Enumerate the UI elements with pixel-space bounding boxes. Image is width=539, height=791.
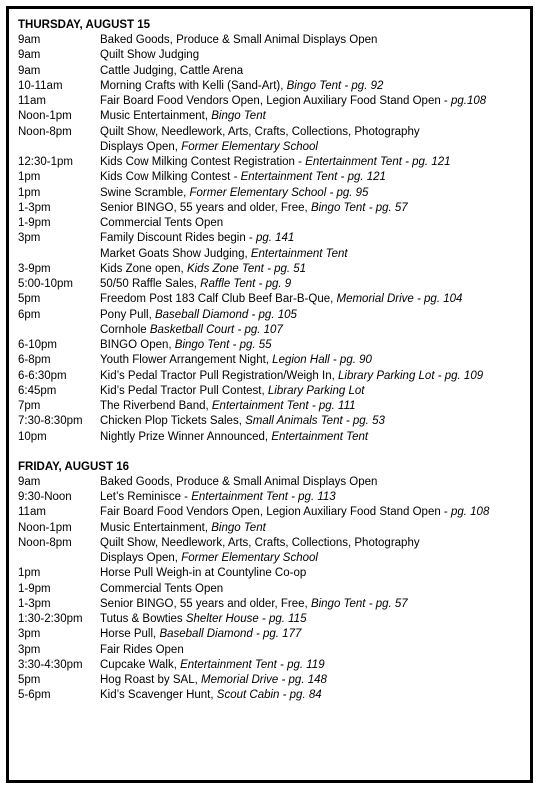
event-location: Library Parking Lot xyxy=(267,384,365,397)
event-text: Kid’s Scavenger Hunt, xyxy=(100,689,217,702)
event-description xyxy=(100,231,518,246)
event-time: 6pm xyxy=(18,308,41,321)
event-text: Market Goats Show Judging, xyxy=(100,247,251,260)
schedule-row xyxy=(18,521,518,536)
event-text: Kids Cow Milking Contest - xyxy=(100,171,241,184)
event-location: Shelter House - pg. 115 xyxy=(185,613,307,625)
schedule-row xyxy=(18,308,518,323)
event-text: Horse Pull Weigh-in at Countyline Co-op xyxy=(100,567,307,580)
event-text: Kid’s Pedal Tractor Pull Contest, xyxy=(100,384,268,397)
event-time: 10-11am xyxy=(18,79,63,92)
day-heading: FRIDAY, AUGUST 16 xyxy=(18,460,129,473)
event-location: Entertainment Tent - pg. 121 xyxy=(240,171,386,184)
event-time: 5:00-10pm xyxy=(18,278,73,290)
event-description xyxy=(100,673,518,688)
event-text: Kid’s Pedal Tractor Pull Registration/Weigh In, xyxy=(100,369,338,382)
event-time: Noon-1pm xyxy=(18,521,72,534)
event-text: Cattle Judging, Cattle Arena xyxy=(100,64,244,77)
event-time: Noon-8pm xyxy=(18,125,72,138)
event-text: Cupcake Walk, xyxy=(100,658,181,671)
event-description xyxy=(100,262,518,277)
event-location: Entertainment Tent - pg. 121 xyxy=(305,156,451,168)
schedule-row xyxy=(18,109,518,124)
day-separator xyxy=(18,445,518,460)
event-text: Baked Goods, Produce & Small Animal Displays Open xyxy=(100,34,378,46)
event-location: Former Elementary School xyxy=(181,140,318,153)
event-text: Displays Open, xyxy=(100,552,182,564)
schedule-row xyxy=(18,399,518,414)
event-text: Chicken Plop Tickets Sales, xyxy=(100,415,246,428)
event-time xyxy=(18,323,100,338)
schedule-row xyxy=(18,186,518,201)
event-description xyxy=(100,597,518,612)
event-text: Displays Open, xyxy=(100,140,182,153)
event-time: Noon-8pm xyxy=(18,536,72,549)
event-description xyxy=(100,566,518,581)
event-location: Legion Hall - pg. 90 xyxy=(272,354,372,367)
event-location: Bingo Tent - pg. 92 xyxy=(286,79,384,92)
event-text: Quilt Show Judging xyxy=(100,49,200,62)
schedule-row xyxy=(18,414,518,429)
schedule-row xyxy=(18,292,518,307)
schedule-row xyxy=(18,64,518,79)
event-description xyxy=(100,216,518,231)
event-text: Fair Board Food Vendors Open, Legion Auxiliary Food Stand Open - xyxy=(100,506,451,519)
event-description xyxy=(100,308,518,323)
event-time: 6-6:30pm xyxy=(18,369,67,382)
event-text: BINGO Open, xyxy=(100,339,175,351)
schedule-row xyxy=(18,627,518,642)
event-description xyxy=(100,155,518,170)
event-time: 1pm xyxy=(18,171,41,184)
event-description xyxy=(100,277,518,292)
schedule-row xyxy=(18,216,518,231)
event-location: Bingo Tent - pg. 57 xyxy=(310,597,408,610)
schedule-row xyxy=(18,673,518,688)
event-description xyxy=(100,323,518,338)
event-description xyxy=(100,475,518,490)
event-text: Quilt Show, Needlework, Arts, Crafts, Collections, Photography xyxy=(100,125,420,138)
event-description xyxy=(100,64,518,79)
event-description xyxy=(100,505,518,520)
schedule-row xyxy=(18,643,518,658)
event-location: pg. 141 xyxy=(255,232,295,245)
schedule-row xyxy=(18,247,518,262)
event-text: Music Entertainment, xyxy=(100,110,212,123)
event-text: Pony Pull, xyxy=(100,308,155,321)
event-time: 9:30-Noon xyxy=(18,491,72,503)
event-time: Noon-1pm xyxy=(18,110,72,123)
event-text: Commercial Tents Open xyxy=(100,217,224,229)
event-text: Swine Scramble, xyxy=(100,186,190,199)
schedule-row xyxy=(18,536,518,551)
event-description xyxy=(100,658,518,673)
schedule-row xyxy=(18,551,518,566)
event-time: 11am xyxy=(18,95,46,107)
event-location: Baseball Diamond - pg. 177 xyxy=(159,628,302,641)
event-description xyxy=(100,94,518,109)
event-time: 3:30-4:30pm xyxy=(18,658,83,671)
event-text: Fair Rides Open xyxy=(100,643,184,656)
event-time: 1-3pm xyxy=(18,201,51,214)
event-description xyxy=(100,48,518,63)
event-description xyxy=(100,140,518,155)
event-location: Bingo Tent - pg. 55 xyxy=(174,339,272,351)
event-time: 5pm xyxy=(18,674,41,686)
event-time: 9am xyxy=(18,34,41,46)
schedule-content xyxy=(18,18,518,704)
schedule-row xyxy=(18,277,518,292)
event-location: Memorial Drive - pg. 148 xyxy=(201,674,327,686)
event-time: 5pm xyxy=(18,293,41,306)
event-time: 9am xyxy=(18,64,41,77)
schedule-row xyxy=(18,658,518,673)
event-description xyxy=(100,186,518,201)
schedule-row xyxy=(18,262,518,277)
schedule-row xyxy=(18,369,518,384)
event-location: pg.108 xyxy=(450,95,487,107)
event-text: Family Discount Rides begin - xyxy=(100,232,256,245)
event-text: Senior BINGO, 55 years and older, Free, xyxy=(100,201,311,214)
event-description xyxy=(100,627,518,642)
event-location: Former Elementary School xyxy=(181,552,318,564)
event-text: 50/50 Raffle Sales, xyxy=(100,278,201,290)
event-time: 3pm xyxy=(18,643,41,656)
event-text: Fair Board Food Vendors Open, Legion Auxiliary Food Stand Open - xyxy=(100,95,451,107)
event-text: Freedom Post 183 Calf Club Beef Bar-B-Que, xyxy=(100,293,337,306)
event-text: The Riverbend Band, xyxy=(100,400,212,412)
event-time: 9am xyxy=(18,49,41,62)
event-location: Entertainment Tent - pg. 119 xyxy=(180,658,325,671)
event-description xyxy=(100,201,518,216)
event-description xyxy=(100,643,518,658)
event-time: 1-9pm xyxy=(18,582,51,595)
schedule-row xyxy=(18,125,518,140)
event-time: 1:30-2:30pm xyxy=(18,613,83,625)
schedule-row xyxy=(18,170,518,185)
event-description xyxy=(100,353,518,368)
event-time xyxy=(18,247,100,262)
event-text: Commercial Tents Open xyxy=(100,582,224,595)
event-description xyxy=(100,247,518,262)
schedule-row xyxy=(18,566,518,581)
event-description xyxy=(100,414,518,429)
event-description xyxy=(100,430,518,445)
schedule-row xyxy=(18,582,518,597)
event-text: Nightly Prize Winner Announced, xyxy=(100,430,272,443)
event-text: Cornhole xyxy=(100,323,150,336)
event-text: Baked Goods, Produce & Small Animal Displays Open xyxy=(100,475,378,488)
event-location: Memorial Drive - pg. 104 xyxy=(336,293,463,306)
event-location: Scout Cabin - pg. 84 xyxy=(216,689,322,702)
event-description xyxy=(100,536,518,551)
schedule-row xyxy=(18,353,518,368)
day-heading: THURSDAY, AUGUST 15 xyxy=(18,19,151,31)
event-time: 1-3pm xyxy=(18,597,51,610)
event-location: Bingo Tent xyxy=(211,110,266,123)
schedule-row xyxy=(18,688,518,703)
event-location: Baseball Diamond - pg. 105 xyxy=(154,308,297,321)
schedule-row xyxy=(18,338,518,353)
schedule-row xyxy=(18,597,518,612)
event-text: Hog Roast by SAL, xyxy=(100,674,201,686)
event-description xyxy=(100,688,518,703)
schedule-row xyxy=(18,384,518,399)
event-description xyxy=(100,399,518,414)
event-location: Entertainment Tent - pg. 113 xyxy=(191,491,336,503)
schedule-frame xyxy=(6,6,533,783)
event-location: pg. 108 xyxy=(450,506,490,519)
schedule-row xyxy=(18,155,518,170)
event-description xyxy=(100,170,518,185)
event-text: Horse Pull, xyxy=(100,628,160,641)
event-time: 10pm xyxy=(18,430,47,443)
event-time: 6-8pm xyxy=(18,354,51,367)
event-time: 11am xyxy=(18,506,46,519)
event-text: Senior BINGO, 55 years and older, Free, xyxy=(100,597,311,610)
event-time: 3pm xyxy=(18,628,41,641)
event-time: 1pm xyxy=(18,567,41,580)
schedule-row xyxy=(18,201,518,216)
schedule-row xyxy=(18,33,518,48)
event-text: Morning Crafts with Kelli (Sand-Art), xyxy=(100,79,287,92)
event-location: Entertainment Tent xyxy=(250,247,348,260)
schedule-row xyxy=(18,505,518,520)
event-description xyxy=(100,109,518,124)
event-time: 3pm xyxy=(18,232,41,245)
event-description xyxy=(100,292,518,307)
event-location: Bingo Tent xyxy=(211,521,266,534)
event-time xyxy=(18,551,100,566)
event-location: Raffle Tent - pg. 9 xyxy=(200,278,292,290)
schedule-row xyxy=(18,94,518,109)
event-time: 7:30-8:30pm xyxy=(18,415,83,428)
schedule-row xyxy=(18,430,518,445)
event-text: Quilt Show, Needlework, Arts, Crafts, Collections, Photography xyxy=(100,536,420,549)
event-location: Kids Zone Tent - pg. 51 xyxy=(186,262,307,275)
event-text: Music Entertainment, xyxy=(100,521,212,534)
event-time: 12:30-1pm xyxy=(18,156,73,168)
event-text: Kids Zone open, xyxy=(100,262,187,275)
event-time: 5-6pm xyxy=(18,689,51,702)
event-text: Youth Flower Arrangement Night, xyxy=(100,354,273,367)
event-location: Former Elementary School - pg. 95 xyxy=(189,186,369,199)
event-time: 9am xyxy=(18,475,41,488)
event-location: Small Animals Tent - pg. 53 xyxy=(245,415,385,428)
schedule-row xyxy=(18,48,518,63)
schedule-row xyxy=(18,475,518,490)
event-description xyxy=(100,384,518,399)
event-location: Entertainment Tent - pg. 111 xyxy=(211,400,356,412)
event-description xyxy=(100,551,518,566)
schedule-row xyxy=(18,490,518,505)
event-text: Kids Cow Milking Contest Registration - xyxy=(100,156,306,168)
event-time: 1pm xyxy=(18,186,41,199)
event-location: Basketball Court - pg. 107 xyxy=(149,323,283,336)
event-time: 6:45pm xyxy=(18,384,57,397)
event-description xyxy=(100,612,518,627)
event-description xyxy=(100,125,518,140)
event-description xyxy=(100,490,518,505)
event-description xyxy=(100,79,518,94)
event-description xyxy=(100,369,518,384)
event-time: 3-9pm xyxy=(18,262,51,275)
event-text: Tutus & Bowties xyxy=(100,613,186,625)
event-location: Bingo Tent - pg. 57 xyxy=(310,201,408,214)
schedule-row xyxy=(18,231,518,246)
event-location: Library Parking Lot - pg. 109 xyxy=(338,369,484,382)
event-description xyxy=(100,338,518,353)
event-time: 6-10pm xyxy=(18,339,57,351)
schedule-row xyxy=(18,79,518,94)
event-description xyxy=(100,582,518,597)
event-location: Entertainment Tent xyxy=(271,430,369,443)
schedule-row xyxy=(18,140,518,155)
event-description xyxy=(100,521,518,536)
event-description xyxy=(100,33,518,48)
event-text: Let’s Reminisce - xyxy=(100,491,192,503)
event-time: 1-9pm xyxy=(18,217,51,229)
schedule-row xyxy=(18,612,518,627)
schedule-row xyxy=(18,323,518,338)
event-time: 7pm xyxy=(18,400,41,412)
event-time xyxy=(18,140,100,155)
